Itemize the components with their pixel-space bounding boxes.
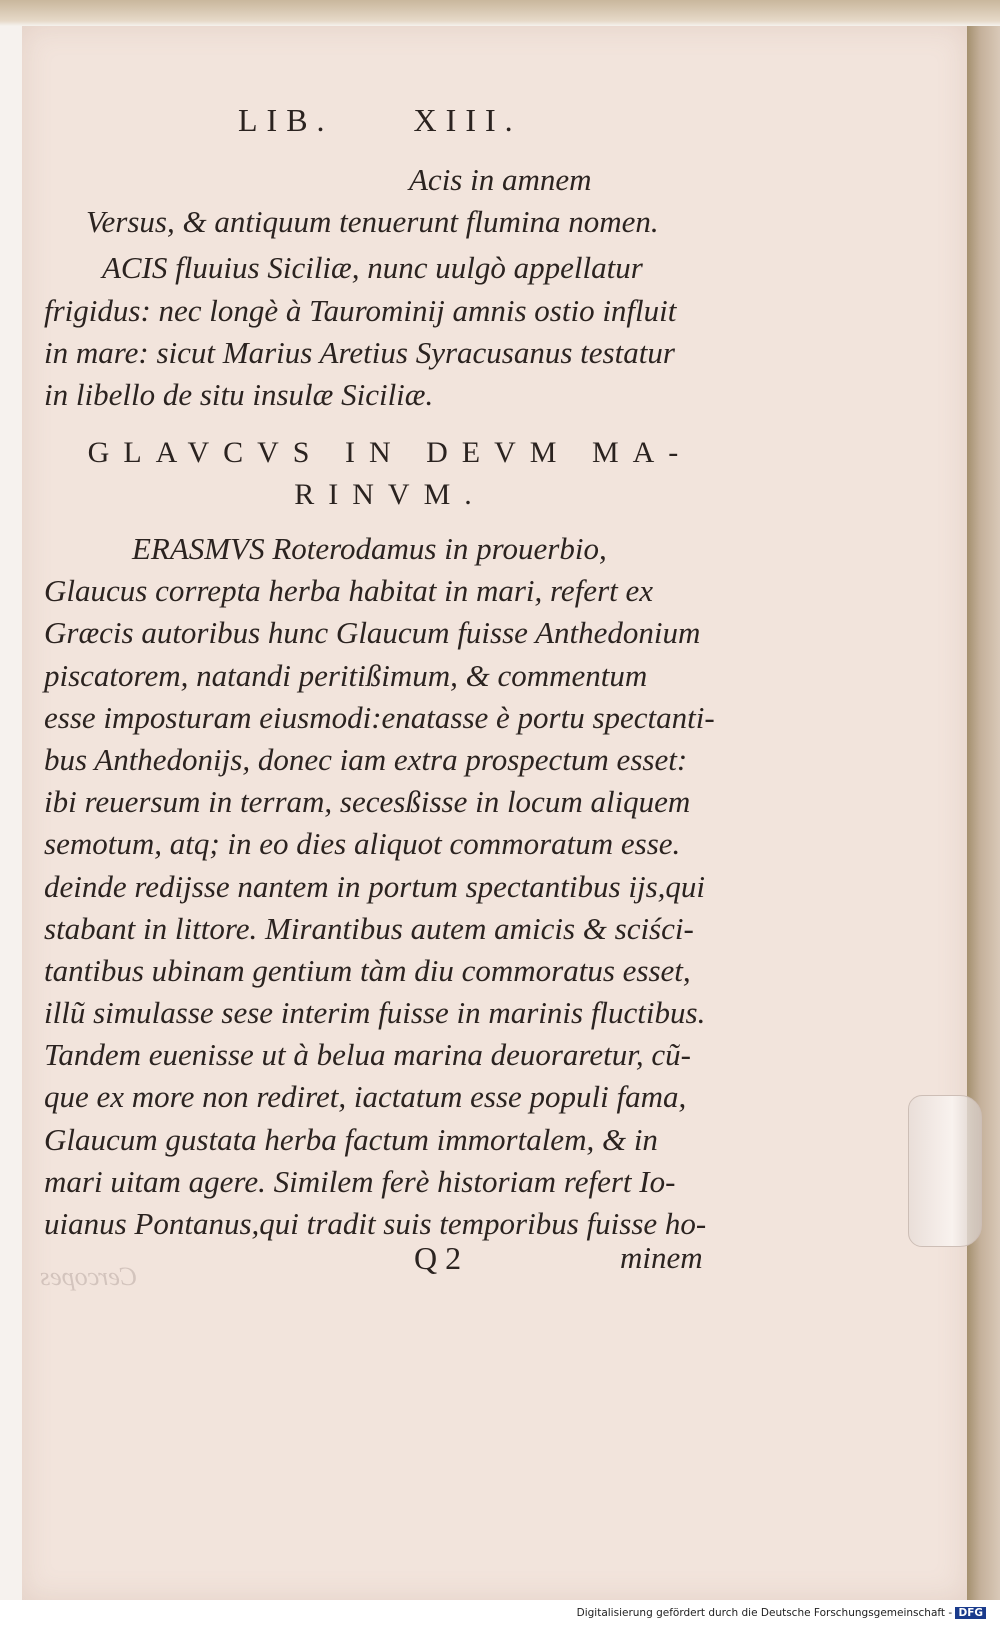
body-line: Glaucum gustata herba factum immortalem, & in xyxy=(44,1121,658,1157)
body-line: piscatorem, natandi peritißimum, & commentum xyxy=(44,657,648,693)
heading-line-2: RINVM. xyxy=(294,478,486,511)
acis-line: frigidus: nec longè à Taurominij amnis ostio influit xyxy=(44,292,677,328)
body-line: que ex more non rediret, iactatum esse populi fama, xyxy=(44,1079,687,1115)
acis-line: in mare: sicut Marius Aretius Syracusanus testatur xyxy=(44,334,675,370)
top-page-edge xyxy=(0,0,1000,26)
body-line: semotum, atq; in eo dies aliquot commoratum esse. xyxy=(44,826,681,862)
section-heading xyxy=(60,432,720,516)
body-line: ibi reuersum in terram, secesßisse in locum aliquem xyxy=(44,784,691,820)
acis-line: ACIS fluuius Siciliæ, nunc uulgò appellatur xyxy=(102,250,643,286)
acis-line: in libello de situ insulæ Siciliæ. xyxy=(44,376,434,412)
body-line: stabant in littore. Mirantibus autem amicis & sciści- xyxy=(44,910,694,946)
body-line: Tandem euenisse ut à belua marina deuoraretur, cũ- xyxy=(44,1037,691,1073)
body-line: esse imposturam eiusmodi:enatasse è portu spectanti- xyxy=(44,699,715,735)
verse-line-1: Acis in amnem xyxy=(409,162,592,197)
body-line: uianus Pontanus,qui tradit suis temporibus fuisse ho- xyxy=(44,1206,707,1241)
glaucus-text xyxy=(44,528,724,1245)
dfg-logo: DFG xyxy=(955,1607,986,1619)
verse-line-2: Versus, & antiquum tenuerunt flumina nomen. xyxy=(86,204,659,240)
body-line: tantibus ubinam gentium tàm diu commoratus esset, xyxy=(44,952,691,988)
digitization-credit xyxy=(577,1607,986,1619)
catchword: minem xyxy=(620,1240,703,1275)
right-page-edge xyxy=(967,26,1000,1600)
body-line: bus Anthedonijs, donec iam extra prospectum esset: xyxy=(44,741,688,777)
body-line: deinde redijsse nantem in portum spectantibus ijs,qui xyxy=(44,868,705,904)
body-line: Glaucus correpta herba habitat in mari, refert ex xyxy=(44,573,654,609)
credit-text: Digitalisierung gefördert durch die Deutsche Forschungsgemeinschaft - xyxy=(576,1607,953,1619)
body-line: ERASMVS Roterodamus in prouerbio, xyxy=(132,531,607,566)
header-book: LIB. xyxy=(238,102,334,138)
heading-line-1: GLAVCVS IN DEVM MA- xyxy=(87,436,693,469)
page-clip xyxy=(908,1095,982,1247)
body-line: mari uitam agere. Similem ferè historiam refert Io- xyxy=(44,1163,676,1199)
page-text xyxy=(44,95,724,416)
signature-mark: Q 2 xyxy=(414,1240,462,1276)
body-line: Græcis autoribus hunc Glaucum fuisse Anthedonium xyxy=(44,615,701,651)
header-number: XIII. xyxy=(413,102,522,138)
bleedthrough-text: Cercopes xyxy=(40,1262,138,1291)
body-line: illũ simulasse sese interim fuisse in marinis fluctibus. xyxy=(44,995,706,1031)
